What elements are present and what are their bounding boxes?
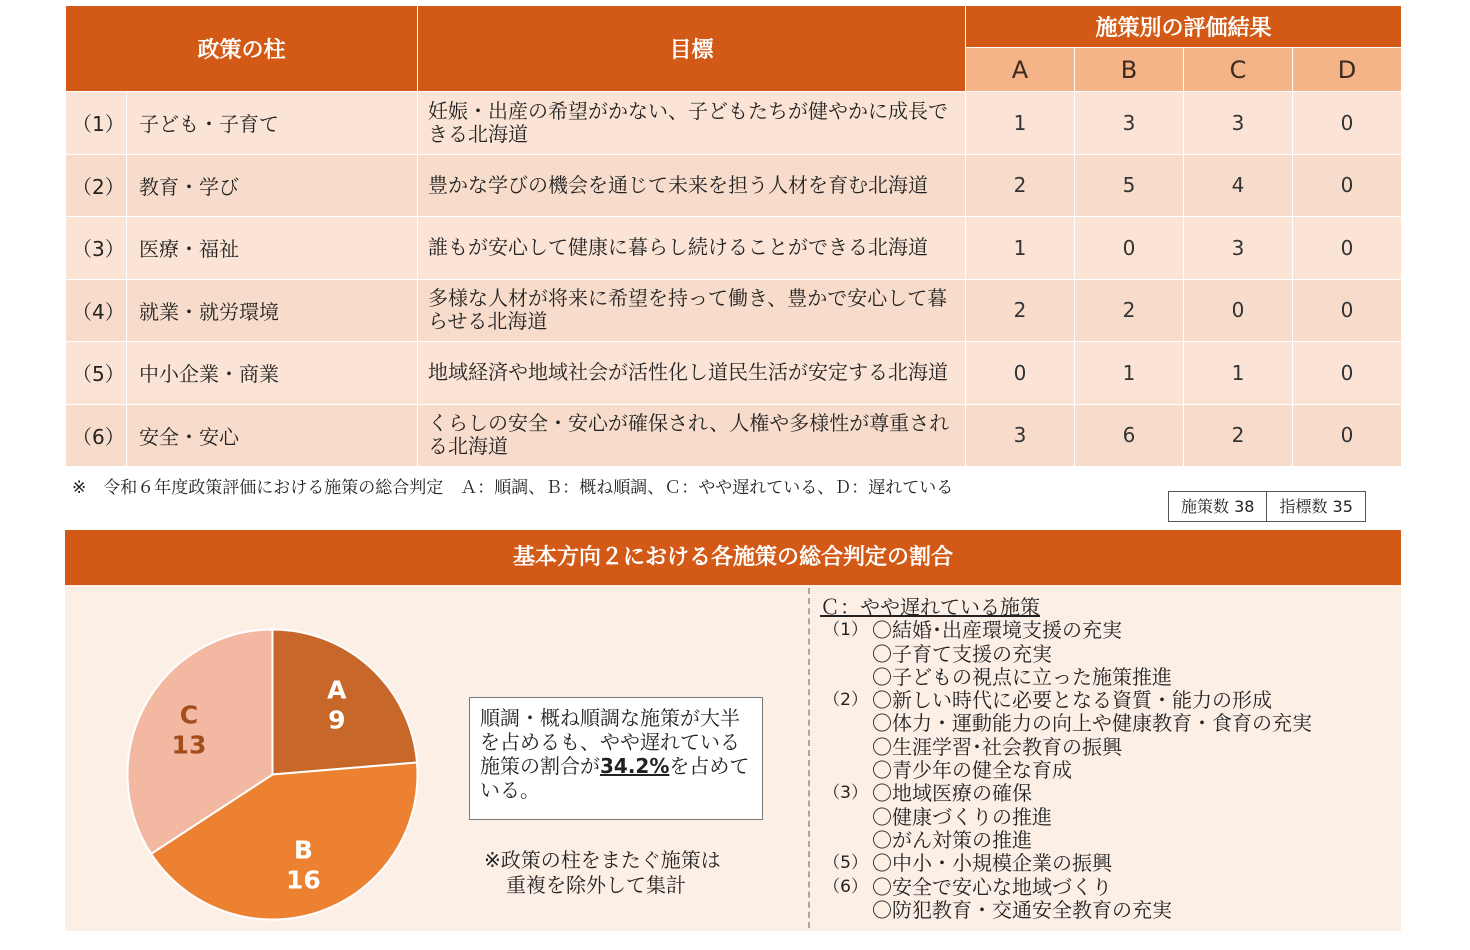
- table-row: [66, 279, 1402, 342]
- list-item: [818, 643, 1312, 666]
- row-number: （3）: [66, 217, 127, 280]
- list-item-group: （6）: [823, 876, 868, 897]
- list-item: [818, 829, 1312, 852]
- table-row: [66, 92, 1402, 155]
- list-item: [818, 782, 1312, 805]
- list-item-text: 〇生涯学習･社会教育の振興: [872, 734, 1122, 759]
- row-pillar-name: 中小企業・商業: [127, 342, 418, 405]
- table-row: [66, 342, 1402, 405]
- pie-label-category: A: [327, 675, 347, 705]
- row-goal: 豊かな学びの機会を通じて未来を担う人材を育む北海道: [418, 154, 966, 217]
- list-item: [818, 666, 1312, 689]
- pie-note-line2: 重複を除外して集計: [506, 873, 686, 897]
- list-item-text: 〇子育て支援の充実: [872, 641, 1052, 666]
- grade-count-d: 0: [1293, 154, 1402, 217]
- row-number: （2）: [66, 154, 127, 217]
- header-pillar: 政策の柱: [66, 6, 418, 92]
- summary-callout: [469, 697, 763, 820]
- list-item-text: 〇体力・運動能力の向上や健康教育・食育の充実: [872, 711, 1312, 736]
- table-row: [66, 217, 1402, 280]
- grade-count-c: 0: [1184, 279, 1293, 342]
- grade-count-b: 1: [1075, 342, 1184, 405]
- section-banner: 基本方向２における各施策の総合判定の割合: [65, 530, 1401, 585]
- grade-count-b: 3: [1075, 92, 1184, 155]
- indicator-count: 指標数 35: [1266, 492, 1364, 521]
- list-item: [818, 806, 1312, 829]
- callout-text-pre: 順調・概ね順調な施策が大半を占めるも、やや遅れている施策の割合が: [480, 706, 740, 778]
- list-item: [818, 736, 1312, 759]
- grade-count-d: 0: [1293, 404, 1402, 467]
- list-item-group: （5）: [823, 853, 868, 874]
- list-item: [818, 852, 1312, 875]
- grade-count-b: 0: [1075, 217, 1184, 280]
- list-item-text: 〇地域医療の確保: [872, 781, 1032, 806]
- grade-count-c: 3: [1184, 217, 1293, 280]
- list-item: [818, 712, 1312, 735]
- counts-box: [1168, 491, 1366, 522]
- list-item: [818, 899, 1312, 922]
- evaluation-note: ※ 令和６年度政策評価における施策の総合判定 Ａ：順調、Ｂ：概ね順調、Ｃ：やや遅れている、Ｄ：遅れている: [72, 478, 954, 498]
- list-item-text: 〇結婚･出産環境支援の充実: [872, 618, 1122, 643]
- row-number: （6）: [66, 404, 127, 467]
- list-item-text: 〇安全で安心な地域づくり: [872, 874, 1112, 899]
- row-pillar-name: 子ども・子育て: [127, 92, 418, 155]
- row-pillar-name: 安全・安心: [127, 404, 418, 467]
- grade-count-d: 0: [1293, 217, 1402, 280]
- grade-count-a: 1: [966, 92, 1075, 155]
- c-list-title: Ｃ：やや遅れている施策: [820, 595, 1040, 619]
- grade-count-a: 0: [966, 342, 1075, 405]
- list-item: [818, 689, 1312, 712]
- pie-chart: [110, 612, 435, 937]
- grade-count-c: 4: [1184, 154, 1293, 217]
- list-item: [818, 876, 1312, 899]
- row-number: （5）: [66, 342, 127, 405]
- grade-count-a: 2: [966, 154, 1075, 217]
- list-item-text: 〇健康づくりの推進: [872, 804, 1052, 829]
- header-grade-d: D: [1293, 48, 1402, 92]
- list-item-text: 〇新しい時代に必要となる資質・能力の形成: [872, 688, 1272, 713]
- pie-label-value: 13: [171, 730, 207, 760]
- grade-count-b: 2: [1075, 279, 1184, 342]
- pie-note: [484, 848, 721, 898]
- grade-count-a: 2: [966, 279, 1075, 342]
- row-goal: 多様な人材が将来に希望を持って働き、豊かで安心して暮らせる北海道: [418, 279, 966, 342]
- pie-label-value: 16: [285, 865, 321, 895]
- header-grade-b: B: [1075, 48, 1184, 92]
- c-measures-list: [818, 596, 1312, 922]
- table-row: [66, 154, 1402, 217]
- row-goal: 妊娠・出産の希望がかない、子どもたちが健やかに成長できる北海道: [418, 92, 966, 155]
- pie-label-category: C: [179, 700, 199, 730]
- list-item-group: [818, 899, 872, 922]
- table-row: [66, 404, 1402, 467]
- list-item-text: 〇青少年の健全な育成: [872, 758, 1072, 783]
- list-item-group: [818, 759, 872, 782]
- grade-count-a: 1: [966, 217, 1075, 280]
- row-number: （1）: [66, 92, 127, 155]
- pie-label-value: 9: [328, 705, 346, 735]
- grade-count-d: 0: [1293, 342, 1402, 405]
- row-number: （4）: [66, 279, 127, 342]
- pie-label-category: B: [293, 835, 313, 865]
- header-goal: 目標: [418, 6, 966, 92]
- evaluation-table: [65, 5, 1402, 467]
- list-item-group: （1）: [823, 620, 868, 641]
- row-goal: 誰もが安心して健康に暮らし続けることができる北海道: [418, 217, 966, 280]
- grade-count-d: 0: [1293, 92, 1402, 155]
- callout-text-post: を占めている。: [480, 754, 750, 802]
- pie-note-line1: ※政策の柱をまたぐ施策は: [484, 848, 721, 872]
- header-results: 施策別の評価結果: [966, 6, 1402, 48]
- grade-count-c: 3: [1184, 92, 1293, 155]
- list-item: [818, 759, 1312, 782]
- row-goal: 地域経済や地域社会が活性化し道民生活が安定する北海道: [418, 342, 966, 405]
- list-item-group: [818, 736, 872, 759]
- grade-count-b: 5: [1075, 154, 1184, 217]
- list-item-group: [818, 712, 872, 735]
- list-item-text: 〇子どもの視点に立った施策推進: [872, 664, 1172, 689]
- grade-count-c: 1: [1184, 342, 1293, 405]
- callout-highlight: 34.2%: [600, 754, 670, 778]
- measure-count: 施策数 38: [1181, 497, 1255, 516]
- list-item-group: [818, 666, 872, 689]
- list-item-text: 〇防犯教育・交通安全教育の充実: [872, 897, 1172, 922]
- list-item-group: [818, 829, 872, 852]
- grade-count-c: 2: [1184, 404, 1293, 467]
- row-pillar-name: 教育・学び: [127, 154, 418, 217]
- row-goal: くらしの安全・安心が確保され、人権や多様性が尊重される北海道: [418, 404, 966, 467]
- list-item-group: （3）: [823, 783, 868, 804]
- list-item: [818, 619, 1312, 642]
- list-item-text: 〇中小・小規模企業の振興: [872, 851, 1112, 876]
- grade-count-b: 6: [1075, 404, 1184, 467]
- list-item-group: [818, 643, 872, 666]
- grade-count-a: 3: [966, 404, 1075, 467]
- row-pillar-name: 就業・就労環境: [127, 279, 418, 342]
- list-item-group: [818, 806, 872, 829]
- header-grade-c: C: [1184, 48, 1293, 92]
- row-pillar-name: 医療・福祉: [127, 217, 418, 280]
- list-item-text: 〇がん対策の推進: [872, 827, 1032, 852]
- grade-count-d: 0: [1293, 279, 1402, 342]
- header-grade-a: A: [966, 48, 1075, 92]
- panel-divider: [808, 588, 810, 928]
- list-item-group: （2）: [823, 690, 868, 711]
